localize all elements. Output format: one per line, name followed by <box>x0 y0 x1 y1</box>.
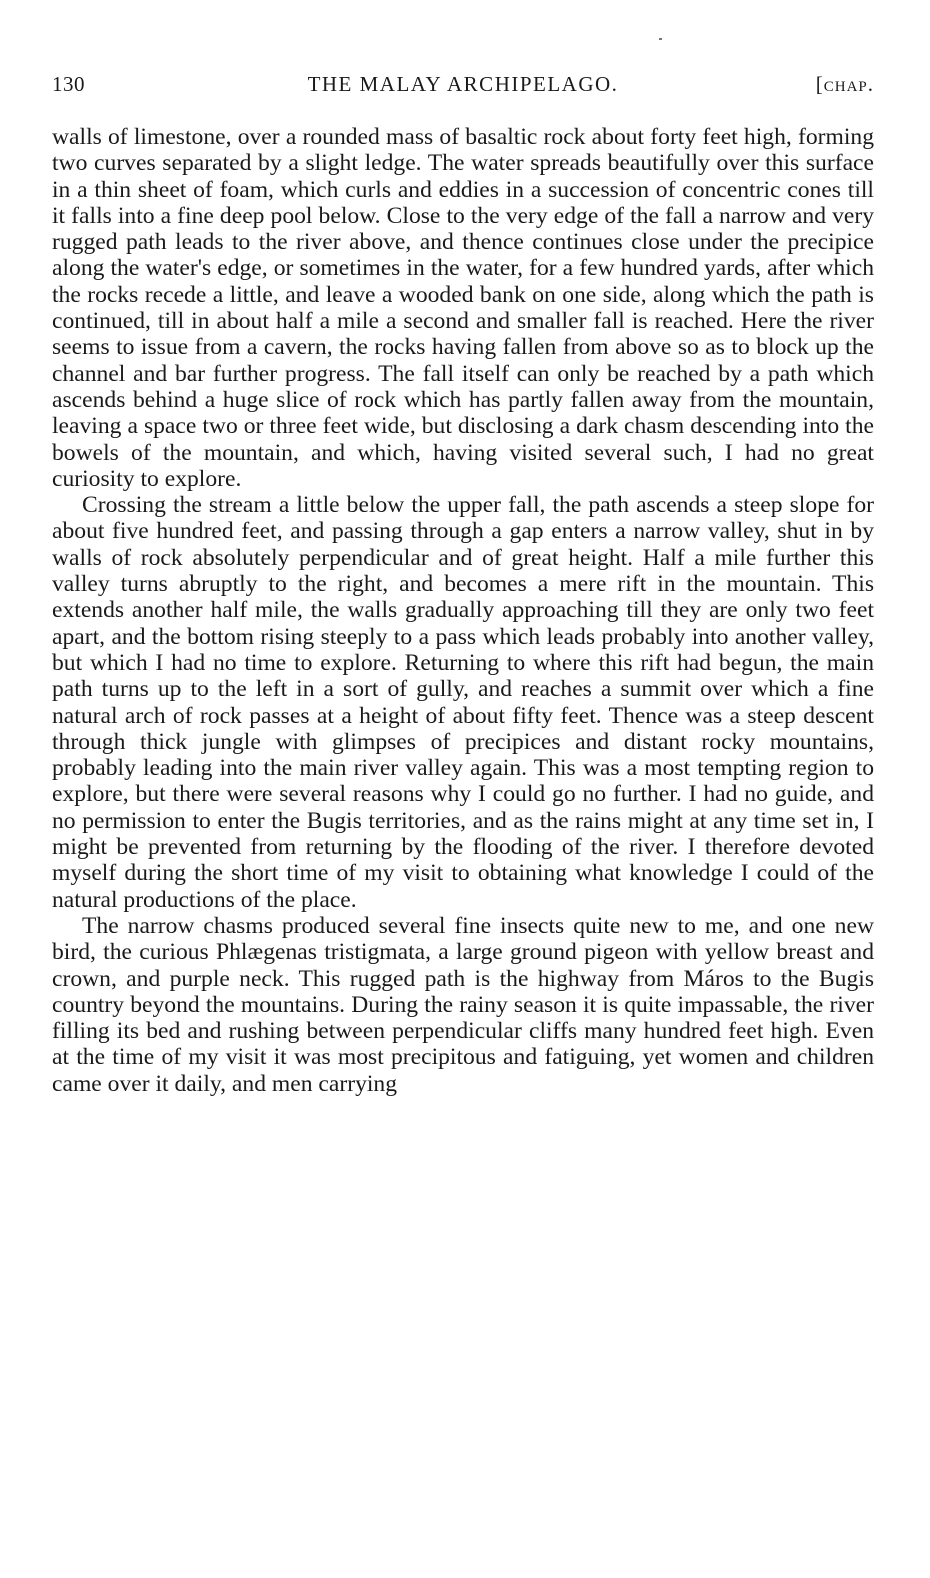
page-header <box>52 72 874 106</box>
running-title: THE MALAY ARCHIPELAGO. <box>307 72 619 96</box>
page-number: 130 <box>52 72 85 96</box>
paragraph-narrow-chasms: The narrow chasms produced several fine insects quite new to me, and one new bird, the curious Phlægenas tristigmata, a large ground pigeon with yellow breast and crown, and purple neck. This rugged path is the highway from Máros to the Bugis country beyond the mountains. During the rainy season it is quite impassable, the river filling its bed and rushing between perpendicular cliffs many hundred feet high. Even at the time of my visit it was most precipitous and fatiguing, yet women and children came over it daily, and men carrying <box>52 912 874 1097</box>
paragraph-continuation: walls of limestone, over a rounded mass of basaltic rock about forty feet high, forming two curves separated by a slight ledge. The water spreads beautifully over this surface in a thin sheet of foam, which curls and eddies in a succession of concentric cones till it falls into a fine deep pool below. Close to the very edge of the fall a narrow and very rugged path leads to the river above, and thence continues close under the precipice along the water's edge, or sometimes in the water, for a few hundred yards, after which the rocks recede a little, and leave a wooded bank on one side, along which the path is continued, till in about half a mile a second and smaller fall is reached. Here the river seems to issue from a cavern, the rocks having fallen from above so as to block up the channel and bar further progress. The fall itself can only be reached by a path which ascends behind a huge slice of rock which has partly fallen away from the mountain, leaving a space two or three feet wide, but disclosing a dark chasm descending into the bowels of the mountain, and which, having visited several such, I had no great curiosity to explore. <box>52 124 874 492</box>
chapter-mark: [chap. <box>815 72 874 96</box>
scan-speck <box>659 38 662 40</box>
paragraph-crossing-the-stream: Crossing the stream a little below the upper fall, the path ascends a steep slope for about five hundred feet, and passing through a gap enters a narrow valley, shut in by walls of rock absolutely perpendicular and of great height. Half a mile further this valley turns abruptly to the right, and becomes a mere rift in the mountain. This extends another half mile, the walls gradually approaching till they are only two feet apart, and the bottom rising steeply to a pass which leads probably into another valley, but which I had no time to explore. Returning to where this rift had begun, the main path turns up to the left in a sort of gully, and reaches a summit over which a fine natural arch of rock passes at a height of about fifty feet. Thence was a steep descent through thick jungle with glimpses of precipices and distant rocky mountains, probably leading into the main river valley again. This was a most tempting region to explore, but there were several reasons why I could go no further. I had no guide, and no permission to enter the Bugis territories, and as the rains might at any time set in, I might be prevented from returning by the flooding of the river. I therefore devoted myself during the short time of my visit to obtaining what knowledge I could of the natural productions of the place. <box>52 492 874 913</box>
body-text <box>52 124 874 1097</box>
book-page <box>52 72 874 1097</box>
